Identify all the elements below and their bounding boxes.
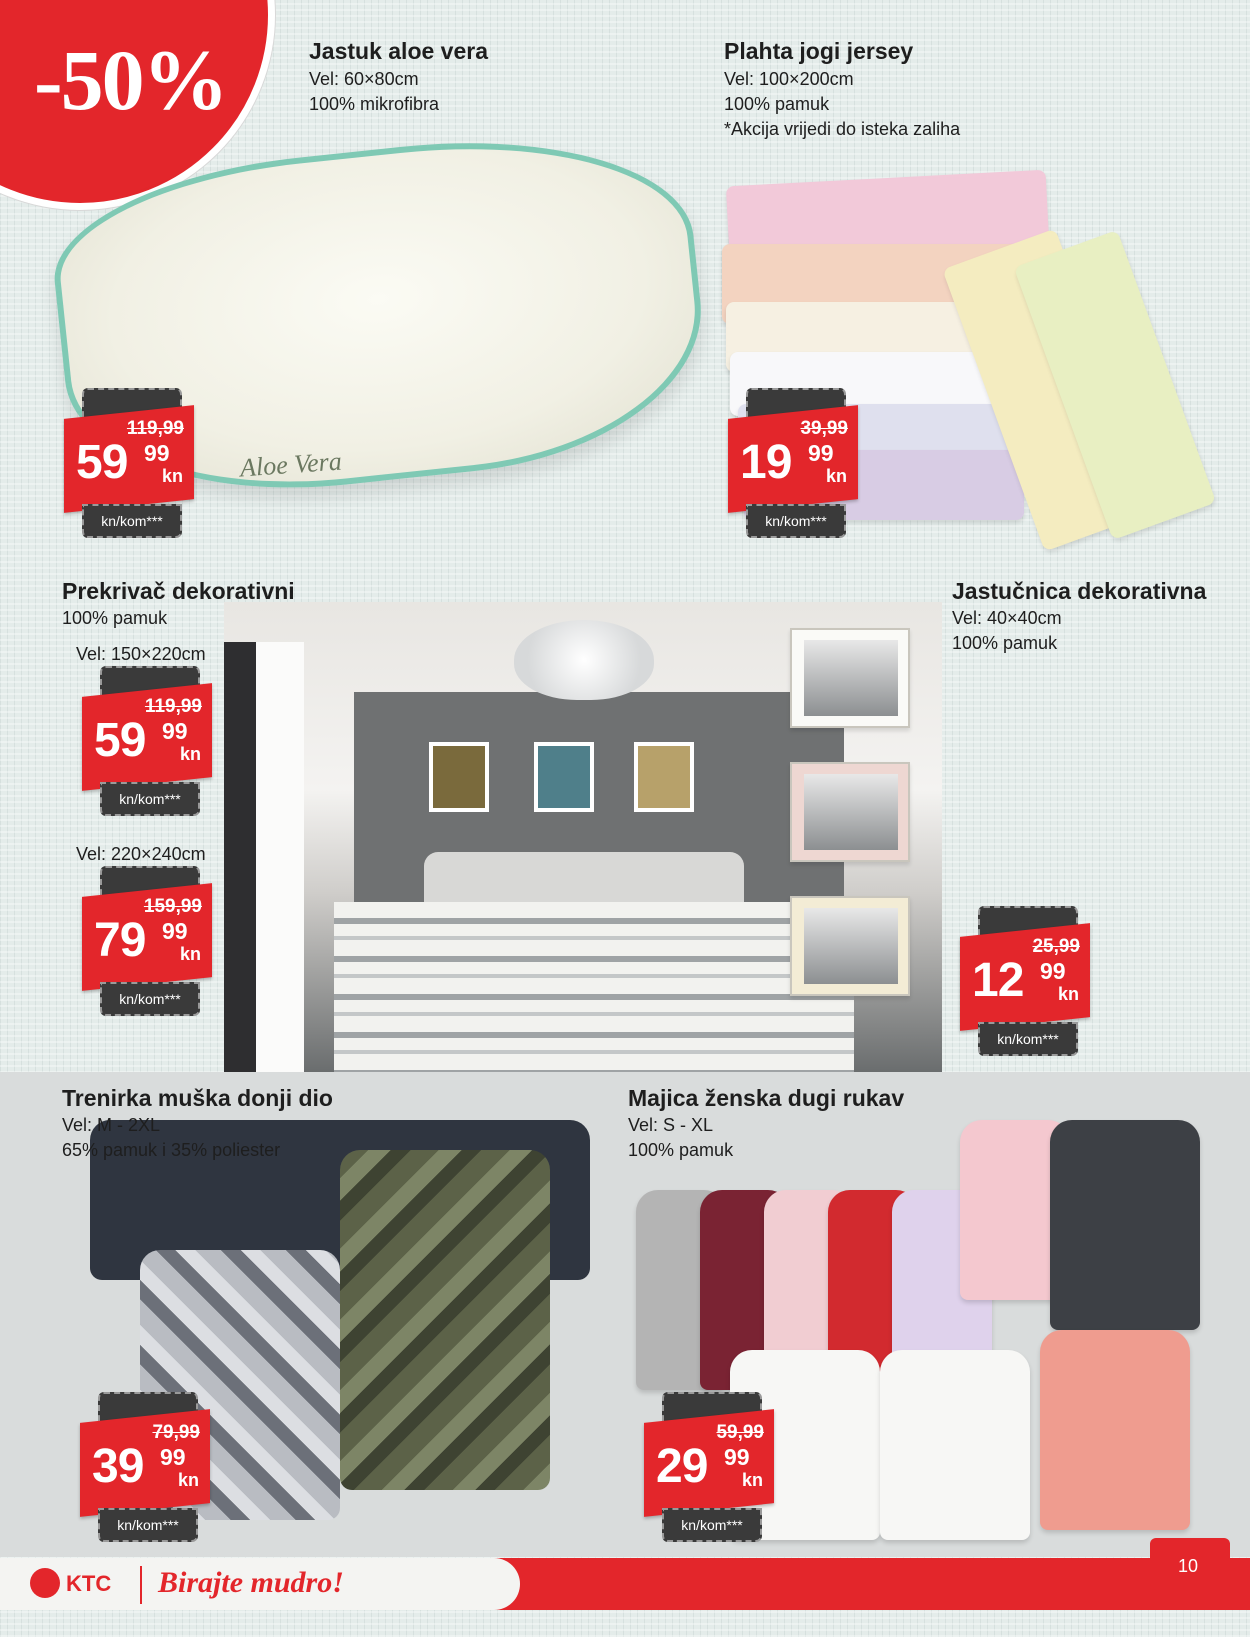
pillow-title: Jastuk aloe vera bbox=[309, 38, 489, 64]
price-main: 59 bbox=[94, 714, 146, 767]
footer-divider bbox=[140, 1566, 142, 1604]
price-cents: 99 bbox=[144, 440, 170, 466]
pillowcase-pack-2 bbox=[790, 762, 910, 862]
camo-pants-green bbox=[340, 1150, 550, 1490]
shirt-line-1: Vel: S - XL bbox=[628, 1115, 714, 1135]
pillowcase-pack-1 bbox=[790, 628, 910, 728]
price-currency: kn bbox=[162, 466, 184, 486]
bedspread-title: Prekrivač dekorativni bbox=[62, 578, 295, 604]
price-unit: kn/kom*** bbox=[98, 1508, 198, 1542]
price-main: 29 bbox=[656, 1440, 708, 1493]
price-unit: kn/kom*** bbox=[662, 1508, 762, 1542]
old-price: 79,99 bbox=[152, 1422, 200, 1443]
price-main: 59 bbox=[76, 436, 128, 489]
shirt-title: Majica ženska dugi rukav bbox=[628, 1085, 905, 1111]
shirt-white-daisy-face bbox=[880, 1350, 1030, 1540]
pillowcase-price-tag bbox=[960, 906, 1090, 1066]
sheet-line-3: *Akcija vrijedi do isteka zaliha bbox=[724, 119, 961, 139]
price-main: 79 bbox=[94, 914, 146, 967]
price-cents: 99 bbox=[162, 918, 188, 944]
price-currency: kn bbox=[1058, 984, 1080, 1004]
pillowcase-line-1: Vel: 40×40cm bbox=[952, 608, 1062, 628]
price-cents: 99 bbox=[808, 440, 834, 466]
brand-logo-text: KTC bbox=[66, 1571, 112, 1596]
price-main: 39 bbox=[92, 1440, 144, 1493]
bedspread-size-large: Vel: 220×240cm bbox=[76, 844, 206, 864]
pillow-logo: Aloe Vera bbox=[239, 446, 343, 483]
pillow-line-1: Vel: 60×80cm bbox=[309, 69, 419, 89]
pillowcase-pack-3 bbox=[790, 896, 910, 996]
bedspread-size-small: Vel: 150×220cm bbox=[76, 644, 206, 664]
tracksuit-line-1: Vel: M - 2XL bbox=[62, 1115, 161, 1135]
price-main: 19 bbox=[740, 436, 792, 489]
old-price: 159,99 bbox=[143, 896, 202, 917]
price-unit: kn/kom*** bbox=[100, 982, 200, 1016]
old-price: 119,99 bbox=[144, 696, 202, 717]
price-currency: kn bbox=[178, 1470, 200, 1490]
page-number: 10 bbox=[1178, 1556, 1199, 1576]
pillowcase-line-2: 100% pamuk bbox=[952, 633, 1058, 653]
price-cents: 99 bbox=[160, 1444, 186, 1470]
price-currency: kn bbox=[180, 944, 202, 964]
shirt-price-tag bbox=[644, 1392, 774, 1552]
price-cents: 99 bbox=[1040, 958, 1066, 984]
price-currency: kn bbox=[180, 744, 202, 764]
pillow-line-2: 100% mikrofibra bbox=[309, 94, 440, 114]
bedspread-large-price-tag bbox=[82, 866, 212, 1026]
price-main: 12 bbox=[972, 954, 1024, 1007]
shirt-coral bbox=[1040, 1330, 1190, 1530]
shirt-dark bbox=[1050, 1120, 1200, 1330]
sheet-price-tag bbox=[728, 388, 858, 548]
price-unit: kn/kom*** bbox=[746, 504, 846, 538]
tracksuit-title: Trenirka muška donji dio bbox=[62, 1085, 333, 1111]
pillowcase-title: Jastučnica dekorativna bbox=[952, 578, 1207, 604]
bedspread-small-price-tag bbox=[82, 666, 212, 826]
old-price: 39,99 bbox=[800, 418, 848, 439]
bedspread-line-1: 100% pamuk bbox=[62, 608, 168, 628]
tracksuit-line-2: 65% pamuk i 35% poliester bbox=[62, 1140, 281, 1160]
sheet-title: Plahta jogi jersey bbox=[724, 38, 914, 64]
price-cents: 99 bbox=[162, 718, 188, 744]
sheet-line-2: 100% pamuk bbox=[724, 94, 830, 114]
price-unit: kn/kom*** bbox=[100, 782, 200, 816]
discount-text: -50% bbox=[34, 32, 227, 128]
old-price: 119,99 bbox=[126, 418, 184, 439]
tracksuit-price-tag bbox=[80, 1392, 210, 1552]
price-currency: kn bbox=[826, 466, 848, 486]
old-price: 25,99 bbox=[1032, 936, 1080, 957]
price-unit: kn/kom*** bbox=[82, 504, 182, 538]
price-unit: kn/kom*** bbox=[978, 1022, 1078, 1056]
shirt-line-2: 100% pamuk bbox=[628, 1140, 734, 1160]
sheet-line-1: Vel: 100×200cm bbox=[724, 69, 854, 89]
pillow-price-tag bbox=[64, 388, 194, 548]
slogan: Birajte mudro! bbox=[158, 1566, 344, 1599]
price-cents: 99 bbox=[724, 1444, 750, 1470]
old-price: 59,99 bbox=[716, 1422, 764, 1443]
price-currency: kn bbox=[742, 1470, 764, 1490]
ktc-logo-icon bbox=[30, 1568, 60, 1598]
